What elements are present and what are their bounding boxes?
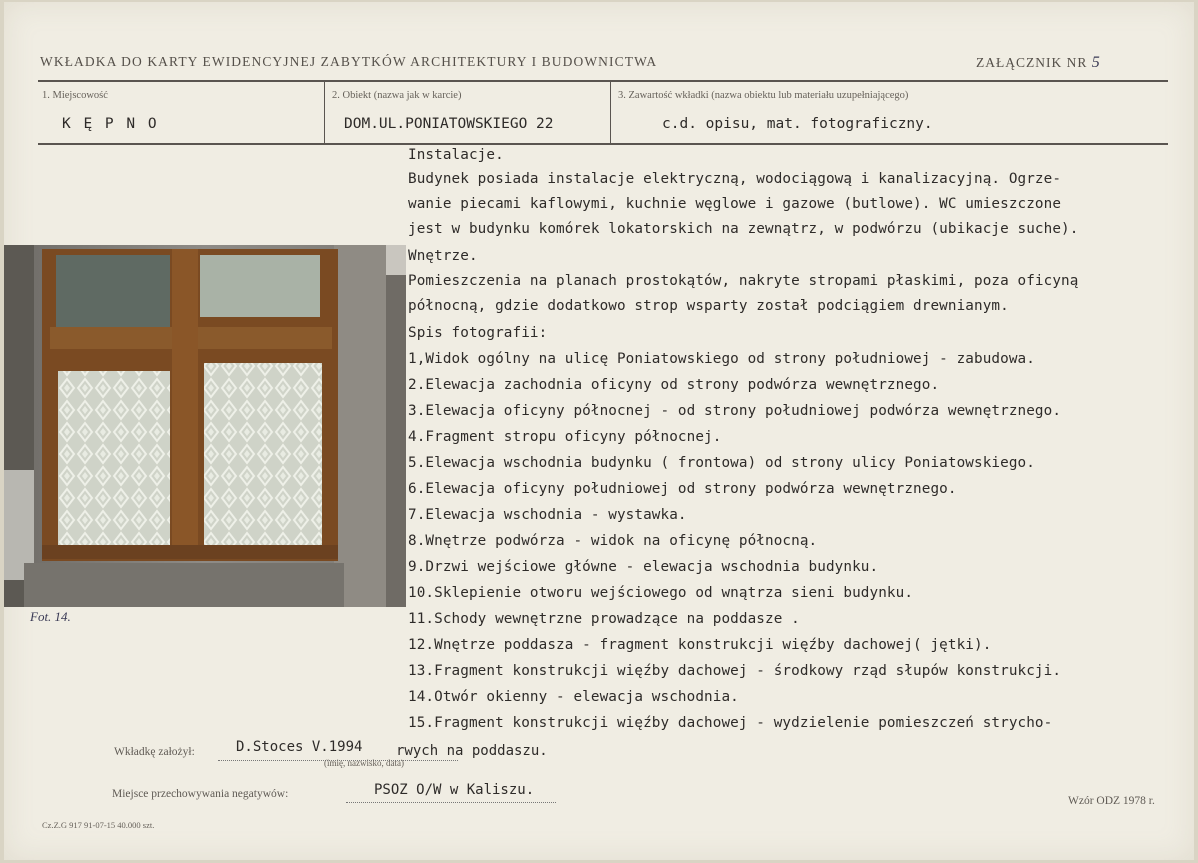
photo-list-item: 4.Fragment stropu oficyny północnej. xyxy=(408,429,722,445)
heading-photo-list: Spis fotografii: xyxy=(408,325,548,341)
card-title: WKŁADKA DO KARTY EWIDENCYJNEJ ZABYTKÓW ARCHITEKTURY I BUDOWNICTWA xyxy=(40,54,658,69)
window-photo xyxy=(4,245,406,607)
photo-caption: Fot. 14. xyxy=(30,609,71,624)
header-rule-top xyxy=(38,80,1168,82)
continuation-text: rwych na poddaszu. xyxy=(396,743,548,759)
photo-list-item: 2.Elewacja zachodnia oficyny od strony podwórza wewnętrznego. xyxy=(408,377,940,393)
photo-list-item: 9.Drzwi wejściowe główne - elewacja wschodnia budynku. xyxy=(408,559,879,575)
inventory-card-insert xyxy=(4,2,1194,860)
founder-sublabel: (imię, nazwisko, data) xyxy=(324,758,404,768)
text-line: Budynek posiada instalacje elektryczną, wodociągową i kanalizacyjną. Ogrze- xyxy=(408,171,1062,187)
pattern-label: Wzór ODZ 1978 r. xyxy=(1068,795,1155,807)
founder-label: Wkładkę założył: xyxy=(114,746,195,758)
object-value: DOM.UL.PONIATOWSKIEGO 22 xyxy=(344,116,554,132)
photo-list-item: 10.Sklepienie otworu wejściowego od wnątrza sieni budynku. xyxy=(408,585,914,601)
annex-label xyxy=(976,54,1101,72)
photo-list-item: 7.Elewacja wschodnia - wystawka. xyxy=(408,507,687,523)
text-line: wanie piecami kaflowymi, kuchnie węglowe i gazowe (butlowe). WC umieszczone xyxy=(408,196,1062,212)
founder-value: D.Stoces V.1994 xyxy=(236,739,363,755)
object-label: 2. Obiekt (nazwa jak w karcie) xyxy=(332,90,462,101)
heading-installations: Instalacje. xyxy=(408,147,504,163)
storage-dotline xyxy=(346,802,556,803)
locality-value: K Ę P N O xyxy=(62,116,159,132)
text-line: północną, gdzie dodatkowo strop wsparty został podciągiem drewnianym. xyxy=(408,298,1009,314)
locality-label: 1. Miejscowość xyxy=(42,90,108,101)
field-divider-2 xyxy=(610,82,611,144)
text-line: jest w budynku komórek lokatorskich na zewnątrz, w podwórzu (ubikacje suche). xyxy=(408,221,1079,237)
photo-list-item: 1,Widok ogólny na ulicę Poniatowskiego od strony południowej - zabudowa. xyxy=(408,351,1035,367)
photo-list-item: 11.Schody wewnętrzne prowadzące na poddasze . xyxy=(408,611,800,627)
text-line: Pomieszczenia na planach prostokątów, nakryte stropami płaskimi, poza oficyną xyxy=(408,273,1079,289)
photo-list-item: 5.Elewacja wschodnia budynku ( frontowa) od strony ulicy Poniatowskiego. xyxy=(408,455,1035,471)
photo-list-item: 13.Fragment konstrukcji więźby dachowej - środkowy rząd słupów konstrukcji. xyxy=(408,663,1062,679)
print-code: Cz.Z.G 917 91-07-15 40.000 szt. xyxy=(42,820,155,830)
photo-list-item: 15.Fragment konstrukcji więźby dachowej - wydzielenie pomieszczeń strycho- xyxy=(408,715,1053,731)
storage-label: Miejsce przechowywania negatywów: xyxy=(112,788,289,800)
photo-list-item: 3.Elewacja oficyny północnej - od strony południowej podwórza wewnętrznego. xyxy=(408,403,1062,419)
field-divider-1 xyxy=(324,82,325,144)
photo-list-item: 14.Otwór okienny - elewacja wschodnia. xyxy=(408,689,739,705)
header-rule-bottom xyxy=(38,143,1168,145)
photo-list-item: 12.Wnętrze poddasza - fragment konstrukcji więźby dachowej( jętki). xyxy=(408,637,992,653)
contents-label: 3. Zawartość wkładki (nazwa obiektu lub materiału uzupełniającego) xyxy=(618,90,909,101)
heading-interior: Wnętrze. xyxy=(408,248,478,264)
annex-label-text: ZAŁĄCZNIK NR xyxy=(976,55,1088,70)
contents-value: c.d. opisu, mat. fotograficzny. xyxy=(662,116,933,132)
photo-list-item: 6.Elewacja oficyny południowej od strony podwórza wewnętrznego. xyxy=(408,481,957,497)
storage-value: PSOZ O/W w Kaliszu. xyxy=(374,782,535,798)
photo-list-item: 8.Wnętrze podwórza - widok na oficynę północną. xyxy=(408,533,818,549)
annex-number: 5 xyxy=(1091,54,1101,71)
